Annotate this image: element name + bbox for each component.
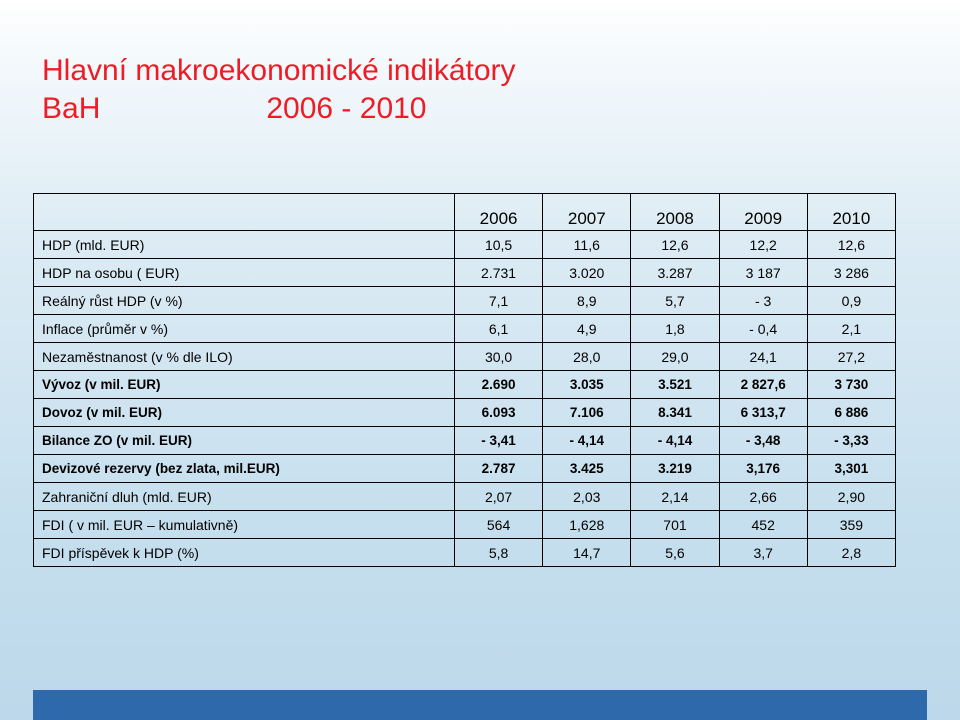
- row-value: 2,1: [807, 315, 895, 343]
- row-value: 7.106: [543, 399, 631, 427]
- row-value: 12,6: [631, 231, 719, 259]
- table-row: [34, 343, 896, 371]
- row-value: 6 886: [807, 399, 895, 427]
- row-value: 14,7: [543, 539, 631, 567]
- table-row: [34, 315, 896, 343]
- row-value: 2,90: [807, 483, 895, 511]
- row-value: - 3,41: [454, 427, 542, 455]
- row-value: 12,2: [719, 231, 807, 259]
- row-value: 5,8: [454, 539, 542, 567]
- row-label: Vývoz (v mil. EUR): [34, 371, 455, 399]
- row-label: FDI příspěvek k HDP (%): [34, 539, 455, 567]
- row-value: 27,2: [807, 343, 895, 371]
- row-value: 3.035: [543, 371, 631, 399]
- row-value: 6.093: [454, 399, 542, 427]
- table-row: [34, 455, 896, 483]
- row-value: 5,7: [631, 287, 719, 315]
- table-row: [34, 483, 896, 511]
- row-value: 3 286: [807, 259, 895, 287]
- header-cell-blank: [34, 194, 455, 231]
- row-value: 7,1: [454, 287, 542, 315]
- row-value: 28,0: [543, 343, 631, 371]
- row-label: Devizové rezervy (bez zlata, mil.EUR): [34, 455, 455, 483]
- row-value: 29,0: [631, 343, 719, 371]
- row-value: 3,301: [807, 455, 895, 483]
- row-value: 2.731: [454, 259, 542, 287]
- row-value: 1,8: [631, 315, 719, 343]
- row-label: Reálný růst HDP (v %): [34, 287, 455, 315]
- row-value: 24,1: [719, 343, 807, 371]
- row-value: 6,1: [454, 315, 542, 343]
- title-years: 2006 - 2010: [266, 92, 427, 125]
- row-value: 6 313,7: [719, 399, 807, 427]
- header-cell-year: 2007: [543, 194, 631, 231]
- row-value: 30,0: [454, 343, 542, 371]
- row-value: 3 187: [719, 259, 807, 287]
- row-value: 8.341: [631, 399, 719, 427]
- row-value: 3,7: [719, 539, 807, 567]
- row-value: 701: [631, 511, 719, 539]
- header-cell-year: 2010: [807, 194, 895, 231]
- row-value: 2,66: [719, 483, 807, 511]
- row-value: - 4,14: [543, 427, 631, 455]
- row-label: Inflace (průměr v %): [34, 315, 455, 343]
- row-value: 8,9: [543, 287, 631, 315]
- slide-title: [42, 52, 516, 128]
- header-cell-year: 2009: [719, 194, 807, 231]
- row-label: Dovoz (v mil. EUR): [34, 399, 455, 427]
- row-value: 2.787: [454, 455, 542, 483]
- row-value: 2,14: [631, 483, 719, 511]
- row-value: 3.219: [631, 455, 719, 483]
- row-value: 3 730: [807, 371, 895, 399]
- row-value: 2.690: [454, 371, 542, 399]
- row-value: - 0,4: [719, 315, 807, 343]
- row-label: Zahraniční dluh (mld. EUR): [34, 483, 455, 511]
- row-value: 11,6: [543, 231, 631, 259]
- row-label: HDP na osobu ( EUR): [34, 259, 455, 287]
- row-value: 2,07: [454, 483, 542, 511]
- row-value: 3.020: [543, 259, 631, 287]
- title-line-1: Hlavní makroekonomické indikátory: [42, 54, 516, 87]
- row-value: 3.521: [631, 371, 719, 399]
- row-value: 3,176: [719, 455, 807, 483]
- row-value: 4,9: [543, 315, 631, 343]
- table-row: [34, 511, 896, 539]
- row-value: - 3,48: [719, 427, 807, 455]
- row-value: 359: [807, 511, 895, 539]
- row-value: - 4,14: [631, 427, 719, 455]
- row-value: 2,03: [543, 483, 631, 511]
- row-value: 5,6: [631, 539, 719, 567]
- footer-bar: [33, 690, 927, 720]
- table-header-row: [34, 194, 896, 231]
- row-value: 564: [454, 511, 542, 539]
- row-label: HDP (mld. EUR): [34, 231, 455, 259]
- row-value: 12,6: [807, 231, 895, 259]
- indicators-table: [33, 193, 896, 567]
- table-row: [34, 399, 896, 427]
- row-value: 2 827,6: [719, 371, 807, 399]
- table-row: [34, 231, 896, 259]
- header-cell-year: 2006: [454, 194, 542, 231]
- title-country: BaH: [42, 92, 101, 125]
- row-value: 0,9: [807, 287, 895, 315]
- row-label: FDI ( v mil. EUR – kumulativně): [34, 511, 455, 539]
- row-value: 2,8: [807, 539, 895, 567]
- table-row: [34, 287, 896, 315]
- row-value: - 3: [719, 287, 807, 315]
- header-cell-year: 2008: [631, 194, 719, 231]
- table-row: [34, 259, 896, 287]
- row-value: 3.425: [543, 455, 631, 483]
- row-value: 10,5: [454, 231, 542, 259]
- row-label: Bilance ZO (v mil. EUR): [34, 427, 455, 455]
- table-row: [34, 371, 896, 399]
- row-label: Nezaměstnanost (v % dle ILO): [34, 343, 455, 371]
- row-value: 3.287: [631, 259, 719, 287]
- row-value: 452: [719, 511, 807, 539]
- title-line-2: [42, 90, 516, 128]
- table-row: [34, 539, 896, 567]
- row-value: - 3,33: [807, 427, 895, 455]
- table-row: [34, 427, 896, 455]
- row-value: 1,628: [543, 511, 631, 539]
